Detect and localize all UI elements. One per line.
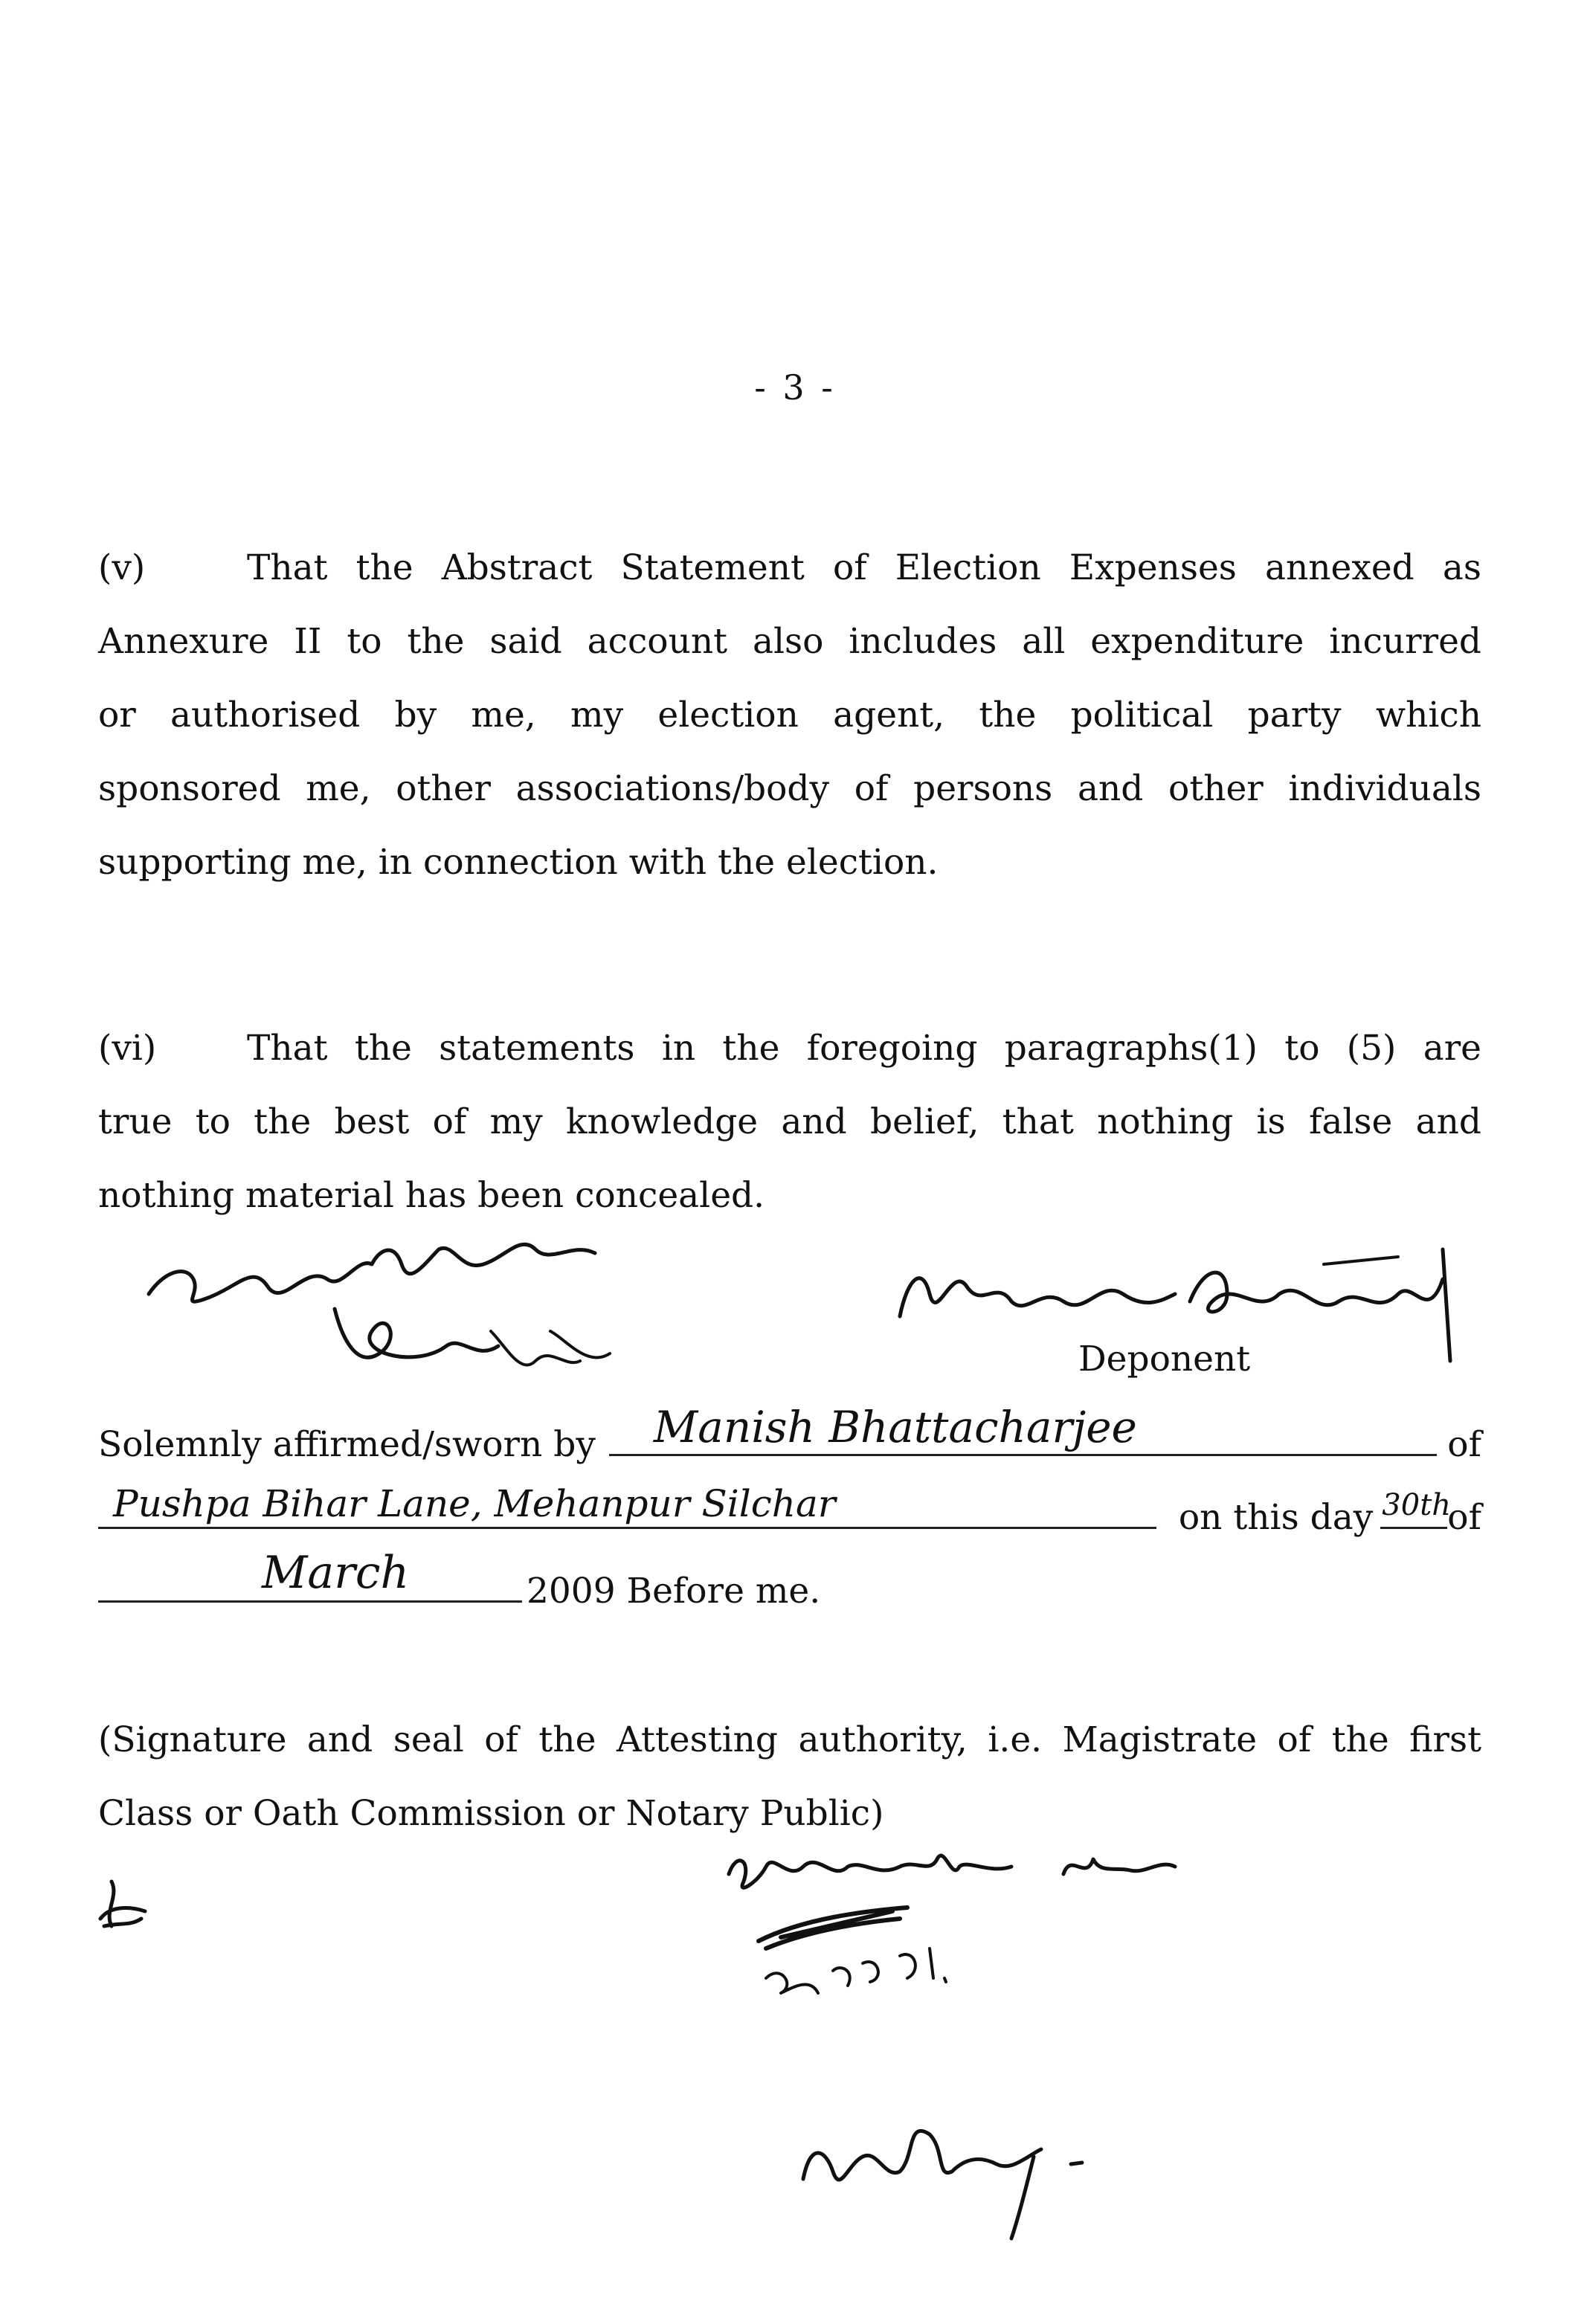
- paragraph-v-line-4: [98, 752, 1481, 825]
- paragraph-v-text-5: supporting me, in connection with the election.: [98, 842, 939, 883]
- affirmation-of-1: of: [1447, 1424, 1481, 1465]
- paragraph-v-text-3: or authorised by me, my election agent, the political party which: [98, 695, 1481, 735]
- affirmation-year: 2009 Before me.: [527, 1571, 821, 1612]
- address-handwritten: Pushpa Bihar Lane, Mehanpur Silchar: [113, 1482, 836, 1525]
- attestation-text-1: (Signature and seal of the Attesting authority, i.e. Magistrate of the first: [98, 1719, 1481, 1760]
- paragraph-vi-line-1: [98, 1011, 1481, 1085]
- paragraph-vi: [98, 1011, 1481, 1232]
- deponent-label: Deponent: [1078, 1339, 1251, 1380]
- paragraph-v-line-3: [98, 678, 1481, 752]
- affirmation-line-1: [98, 1402, 1481, 1465]
- notary-sworn-signature: [714, 1837, 1205, 2030]
- attestation-line-1: [98, 1703, 1481, 1777]
- notary-signature: [788, 2097, 1101, 2246]
- paragraph-v: [98, 531, 1481, 899]
- month-handwritten: March: [262, 1547, 410, 1599]
- attestation-text-2: Class or Oath Commission or Notary Public): [98, 1793, 884, 1834]
- paragraph-v-text-1: That the Abstract Statement of Election Expenses annexed as: [247, 547, 1481, 588]
- paragraph-vi-text-2: true to the best of my knowledge and belief, that nothing is false and: [98, 1101, 1481, 1142]
- affirmation-of-2: of: [1447, 1497, 1481, 1538]
- paragraph-v-line-1: [98, 531, 1481, 605]
- deponent-name-field: [609, 1402, 1437, 1456]
- paragraph-vi-text-3: nothing material has been concealed.: [98, 1175, 765, 1216]
- affirmation-line-3: [98, 1547, 821, 1612]
- identification-signature: [134, 1220, 654, 1413]
- paragraph-v-line-2: [98, 605, 1481, 678]
- affirmation-on-this-day: on this day: [1178, 1497, 1374, 1538]
- paragraph-v-line-5: [98, 825, 1481, 899]
- affirmation-prefix: Solemnly affirmed/sworn by: [98, 1424, 596, 1465]
- paragraph-v-text-4: sponsored me, other associations/body of persons and other individuals: [98, 768, 1481, 809]
- day-handwritten: 30th: [1382, 1488, 1452, 1522]
- deponent-name-handwritten: Manish Bhattacharjee: [653, 1402, 1137, 1452]
- attestation-block: [98, 1703, 1481, 1850]
- day-field: [1380, 1488, 1452, 1529]
- affirmation-line-2: [98, 1482, 1481, 1538]
- paragraph-vi-line-2: [98, 1085, 1481, 1159]
- month-field: [98, 1547, 522, 1603]
- address-field: [98, 1482, 1156, 1529]
- paragraph-v-text-2: Annexure II to the said account also includes all expenditure incurred: [98, 621, 1481, 662]
- page-number: - 3 -: [754, 367, 836, 408]
- paragraph-v-label: (v): [98, 547, 146, 588]
- paragraph-vi-text-1: That the statements in the foregoing paragraphs(1) to (5) are: [247, 1028, 1481, 1069]
- initial-mark: [89, 1874, 156, 1941]
- paragraph-vi-label: (vi): [98, 1028, 157, 1069]
